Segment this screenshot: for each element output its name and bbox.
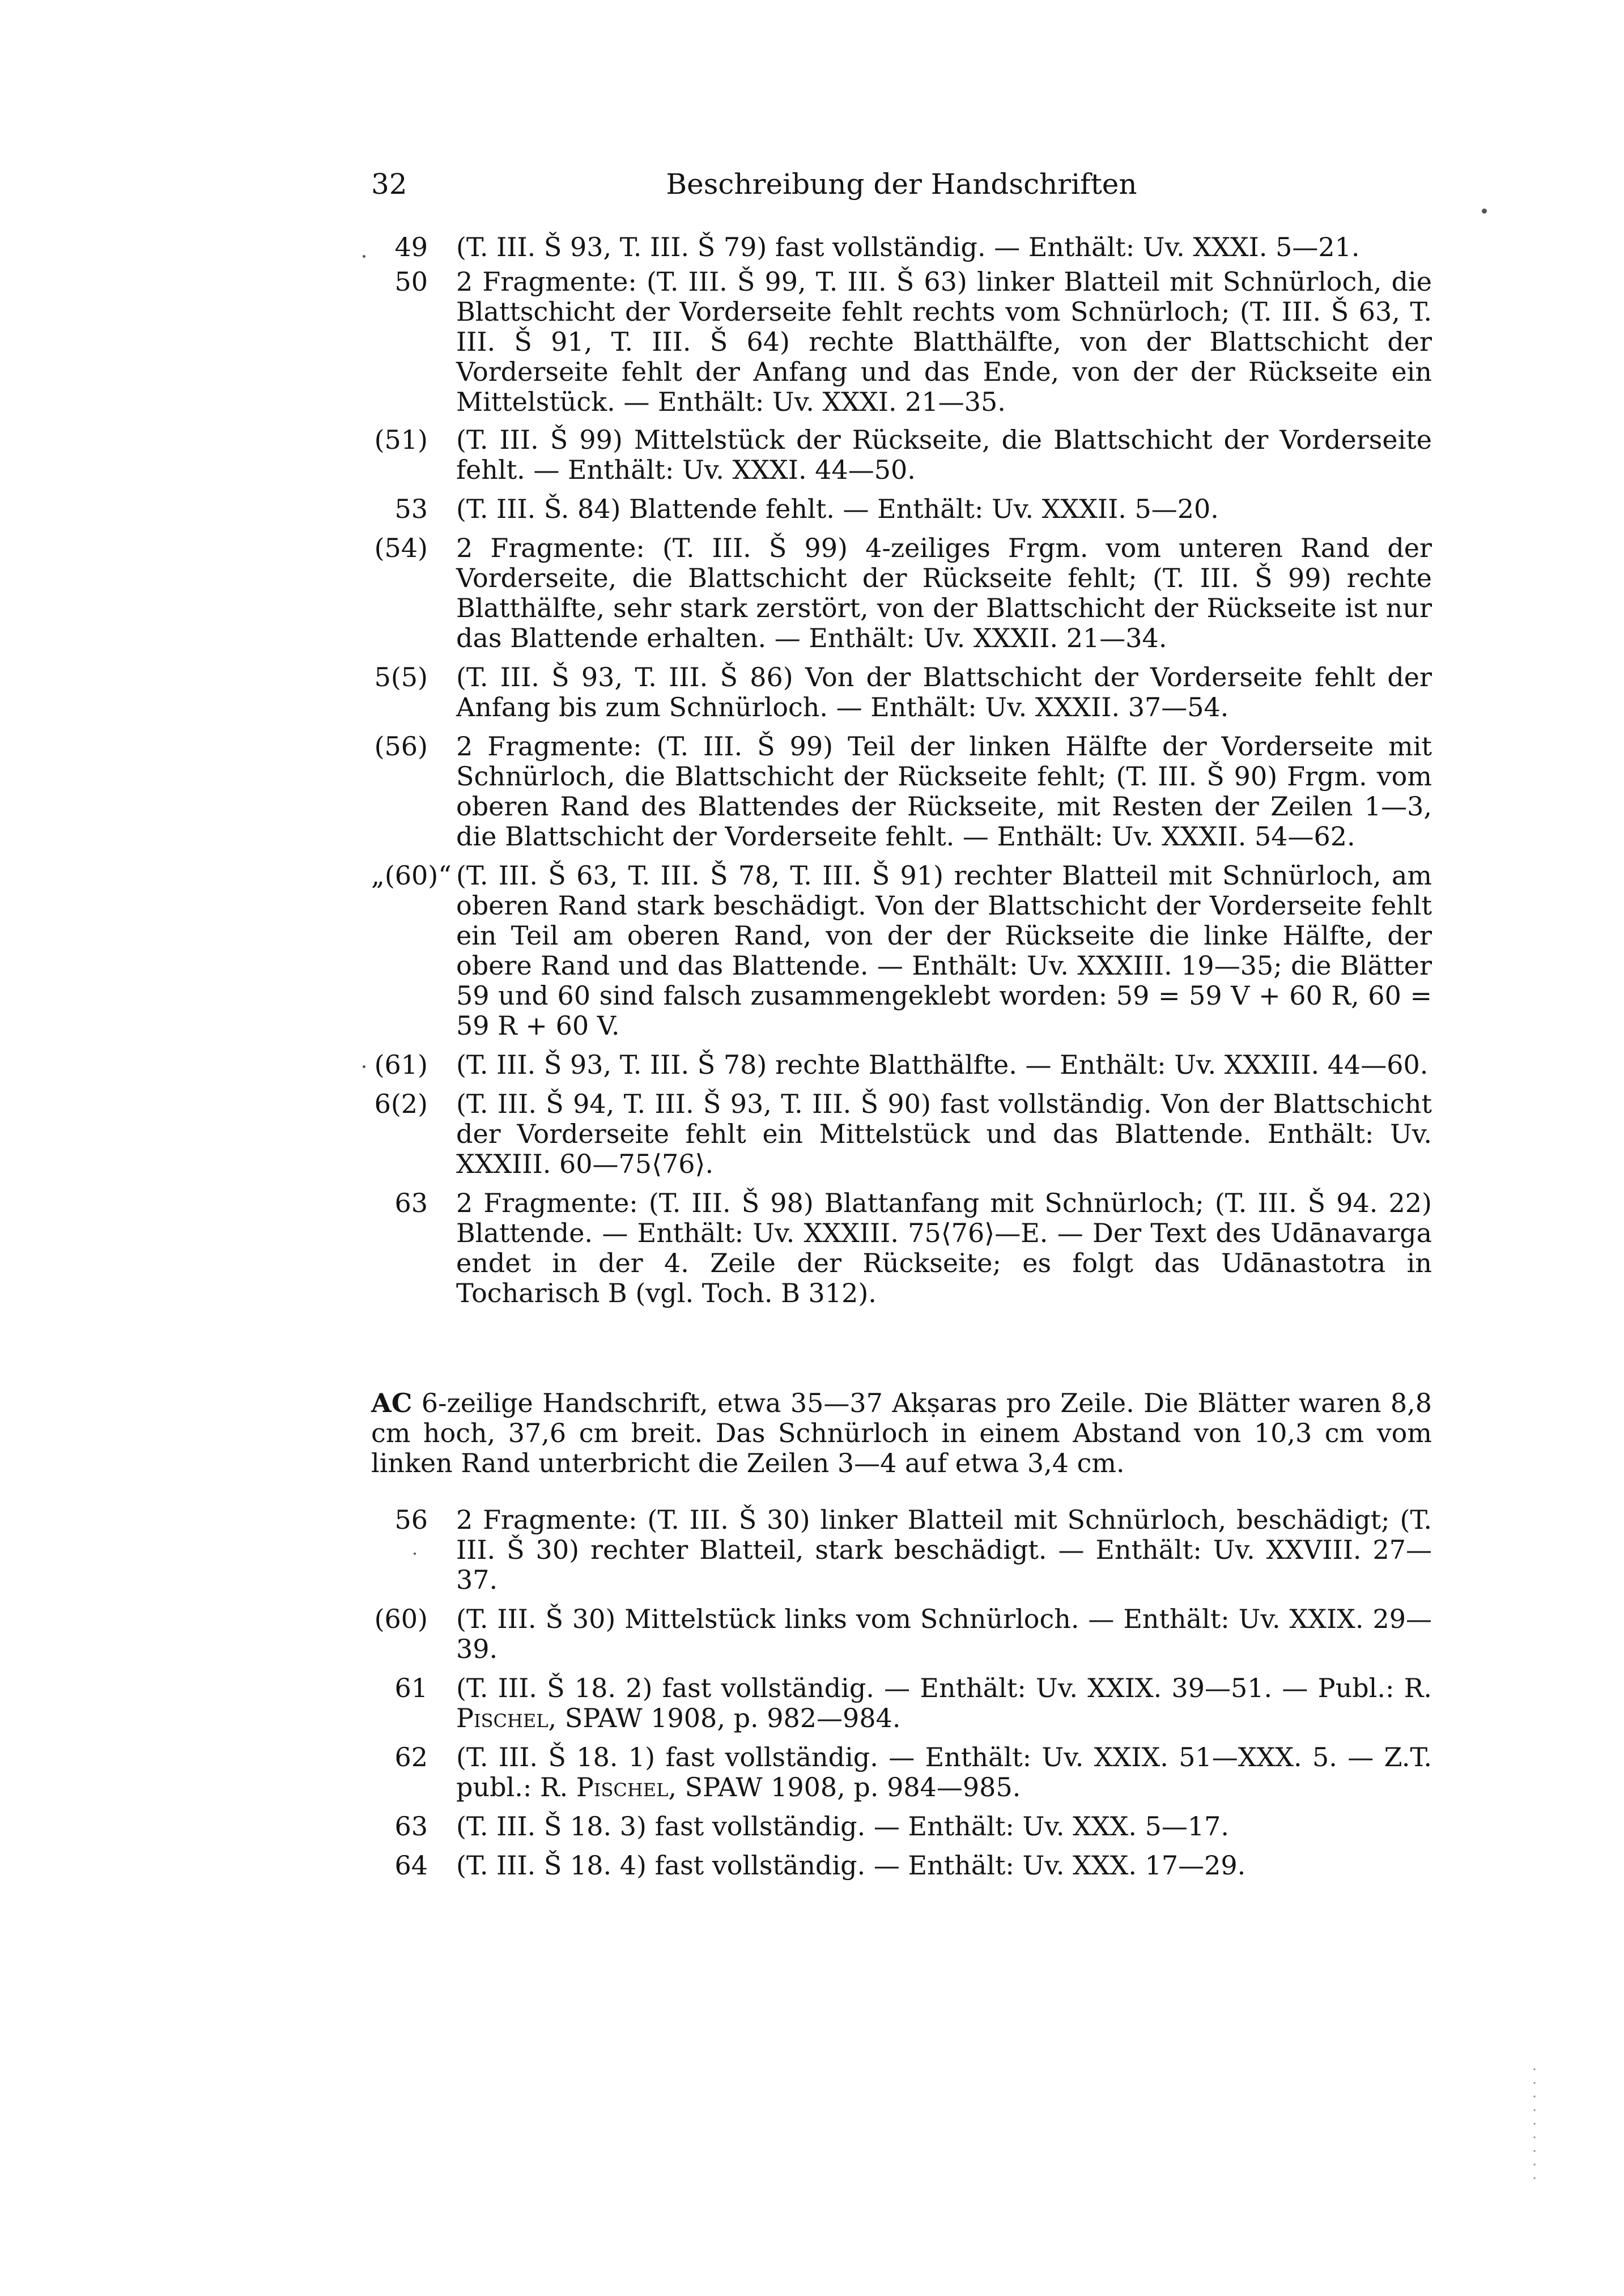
entry-text: (T. III. Š 93, T. III. Š 86) Von der Blattschicht der Vorderseite fehlt der Anfang bis zum Schnürloch. — Enthält: Uv. XXXII. 37—54. <box>456 662 1432 722</box>
entry-50 <box>371 267 1432 417</box>
entry-text: (T. III. Š 30) Mittelstück links vom Schnürloch. — Enthält: Uv. XXIX. 29—39. <box>456 1604 1432 1664</box>
entry-54 <box>371 533 1432 653</box>
entry-text-after: , SPAW 1908, p. 984—985. <box>668 1772 1021 1802</box>
entry-56 <box>371 732 1432 852</box>
entry-number: (51) <box>374 424 428 455</box>
entry-60 <box>371 861 1432 1041</box>
entry-ac-62 <box>371 1742 1432 1802</box>
entry-text-after: , SPAW 1908, p. 982—984. <box>548 1703 901 1733</box>
entry-number: 50 <box>394 266 428 297</box>
entry-text: (T. III. Š 93, T. III. Š 79) fast vollständig. — Enthält: Uv. XXXI. 5—21. <box>456 232 1360 262</box>
entry-number: 49 <box>394 232 428 262</box>
entry-ac-61 <box>371 1673 1432 1733</box>
page-header <box>371 164 1432 204</box>
entry-text-before: (T. III. Š 18. 2) fast vollständig. — Enthält: Uv. XXIX. 39—51. — Publ.: R. <box>456 1673 1432 1703</box>
entry-number: (54) <box>374 533 428 563</box>
entry-49 <box>371 232 1432 262</box>
entry-list-part1 <box>371 232 1432 1308</box>
entry-text-before: (T. III. Š 18. 1) fast vollständig. — Enthält: Uv. XXIX. 51—XXX. 5. — Z.T. publ.: R. <box>456 1742 1432 1802</box>
entry-number: (61) <box>374 1049 428 1080</box>
entry-ac-64 <box>371 1851 1432 1881</box>
entry-text: 2 Fragmente: (T. III. Š 99) Teil der linken Hälfte der Vorderseite mit Schnürloch, die Blattschicht der Rückseite fehlt; (T. III. Š 90) Frgm. vom oberen Rand des Blattendes der Rückseite, mit Resten der Zeilen 1—3, die Blattschicht der Vorderseite fehlt. — Enthält: Uv. XXXII. 54—62. <box>456 731 1432 852</box>
scan-speck <box>363 255 365 258</box>
entry-text: (T. III. Š 63, T. III. Š 78, T. III. Š 91) rechter Blatteil mit Schnürloch, am oberen Rand stark beschädigt. Von der Blattschicht der Vorderseite fehlt ein Teil am oberen Rand, von der der Rückseite die linke Hälfte, der obere Rand und das Blattende. — Enthält: Uv. XXXIII. 19—35; die Blätter 59 und 60 sind falsch zusammengeklebt worden: 59 = 59 V + 60 R, 60 = 59 R + 60 V. <box>456 860 1432 1041</box>
entry-55 <box>371 662 1432 722</box>
page-number: 32 <box>371 168 407 201</box>
entry-61 <box>371 1050 1432 1080</box>
entry-number: 64 <box>394 1850 428 1881</box>
running-head: Beschreibung der Handschriften <box>666 168 1137 201</box>
entry-text: 2 Fragmente: (T. III. Š 99, T. III. Š 63) linker Blatteil mit Schnürloch, die Blattschicht der Vorderseite fehlt rechts vom Schnürloch; (T. III. Š 63, T. III. Š 91, T. III. Š 64) rechte Blatthälfte, von der Blattschicht der Vorderseite fehlt der Anfang und das Ende, von der der Rückseite ein Mittelstück. — Enthält: Uv. XXXI. 21—35. <box>456 266 1432 417</box>
entry-62 <box>371 1089 1432 1179</box>
scan-edge-artifact <box>1533 2063 1536 2187</box>
entry-text: (T. III. Š 93, T. III. Š 78) rechte Blatthälfte. — Enthält: Uv. XXXIII. 44—60. <box>456 1049 1429 1080</box>
scan-speck <box>363 1065 365 1068</box>
entry-number: „(60)“ <box>371 860 452 891</box>
section-description: 6-zeilige Handschrift, etwa 35—37 Akṣaras pro Zeile. Die Blätter waren 8,8 cm hoch, 37,6 cm breit. Das Schnürloch in einem Abstand von 10,3 cm vom linken Rand unterbricht die Zeilen 3—4 auf etwa 3,4 cm. <box>371 1388 1432 1478</box>
author-name: Pischel <box>576 1772 669 1802</box>
entry-text <box>456 1673 1432 1733</box>
author-name: Pischel <box>456 1703 549 1733</box>
entry-ac-60 <box>371 1604 1432 1664</box>
entry-number: 5(5) <box>374 662 428 692</box>
entry-number: (60) <box>374 1604 428 1634</box>
entry-number: 63 <box>394 1188 428 1218</box>
entry-text: (T. III. Š 18. 3) fast vollständig. — Enthält: Uv. XXX. 5—17. <box>456 1811 1230 1842</box>
scan-speck <box>414 1553 416 1555</box>
entry-63 <box>371 1188 1432 1308</box>
entry-number: 6(2) <box>374 1089 428 1119</box>
entry-text: (T. III. Š. 84) Blattende fehlt. — Enthält: Uv. XXXII. 5—20. <box>456 494 1219 524</box>
entry-53 <box>371 494 1432 524</box>
entry-ac-63 <box>371 1812 1432 1842</box>
entry-number: 61 <box>394 1673 428 1703</box>
entry-text: (T. III. Š 18. 4) fast vollständig. — Enthält: Uv. XXX. 17—29. <box>456 1850 1246 1881</box>
entry-number: 56 <box>394 1504 428 1535</box>
scan-speck <box>1482 209 1487 214</box>
entry-text: (T. III. Š 94, T. III. Š 93, T. III. Š 90) fast vollständig. Von der Blattschicht der Vorderseite fehlt ein Mittelstück und das Blattende. Enthält: Uv. XXXIII. 60—75⟨76⟩. <box>456 1089 1432 1179</box>
entry-number: 63 <box>394 1811 428 1842</box>
entry-number: 62 <box>394 1742 428 1772</box>
entry-number: 53 <box>394 494 428 524</box>
entry-51 <box>371 425 1432 485</box>
entry-ac-56 <box>371 1505 1432 1595</box>
entry-text: (T. III. Š 99) Mittelstück der Rückseite, die Blattschicht der Vorderseite fehlt. — Enthält: Uv. XXXI. 44—50. <box>456 424 1432 485</box>
entry-text <box>456 1742 1432 1802</box>
entry-text: 2 Fragmente: (T. III. Š 99) 4-zeiliges Frgm. vom unteren Rand der Vorderseite, die Blattschicht der Rückseite fehlt; (T. III. Š 99) rechte Blatthälfte, sehr stark zerstört, von der Blattschicht der Rückseite ist nur das Blattende erhalten. — Enthält: Uv. XXXII. 21—34. <box>456 533 1432 653</box>
section-ac-intro <box>371 1388 1432 1478</box>
entry-list-part2 <box>371 1505 1432 1881</box>
entry-text: 2 Fragmente: (T. III. Š 30) linker Blatteil mit Schnürloch, beschädigt; (T. III. Š 30) rechter Blatteil, stark beschädigt. — Enthält: Uv. XXVIII. 27—37. <box>456 1504 1432 1595</box>
entry-number: (56) <box>374 731 428 762</box>
section-siglum: AC <box>371 1388 413 1418</box>
entry-text: 2 Fragmente: (T. III. Š 98) Blattanfang mit Schnürloch; (T. III. Š 94. 22) Blattende. — Enthält: Uv. XXXIII. 75⟨76⟩—E. — Der Text des Udānavarga endet in der 4. Zeile der Rückseite; es folgt das Udānastotra in Tocharisch B (vgl. Toch. B 312). <box>456 1188 1432 1308</box>
